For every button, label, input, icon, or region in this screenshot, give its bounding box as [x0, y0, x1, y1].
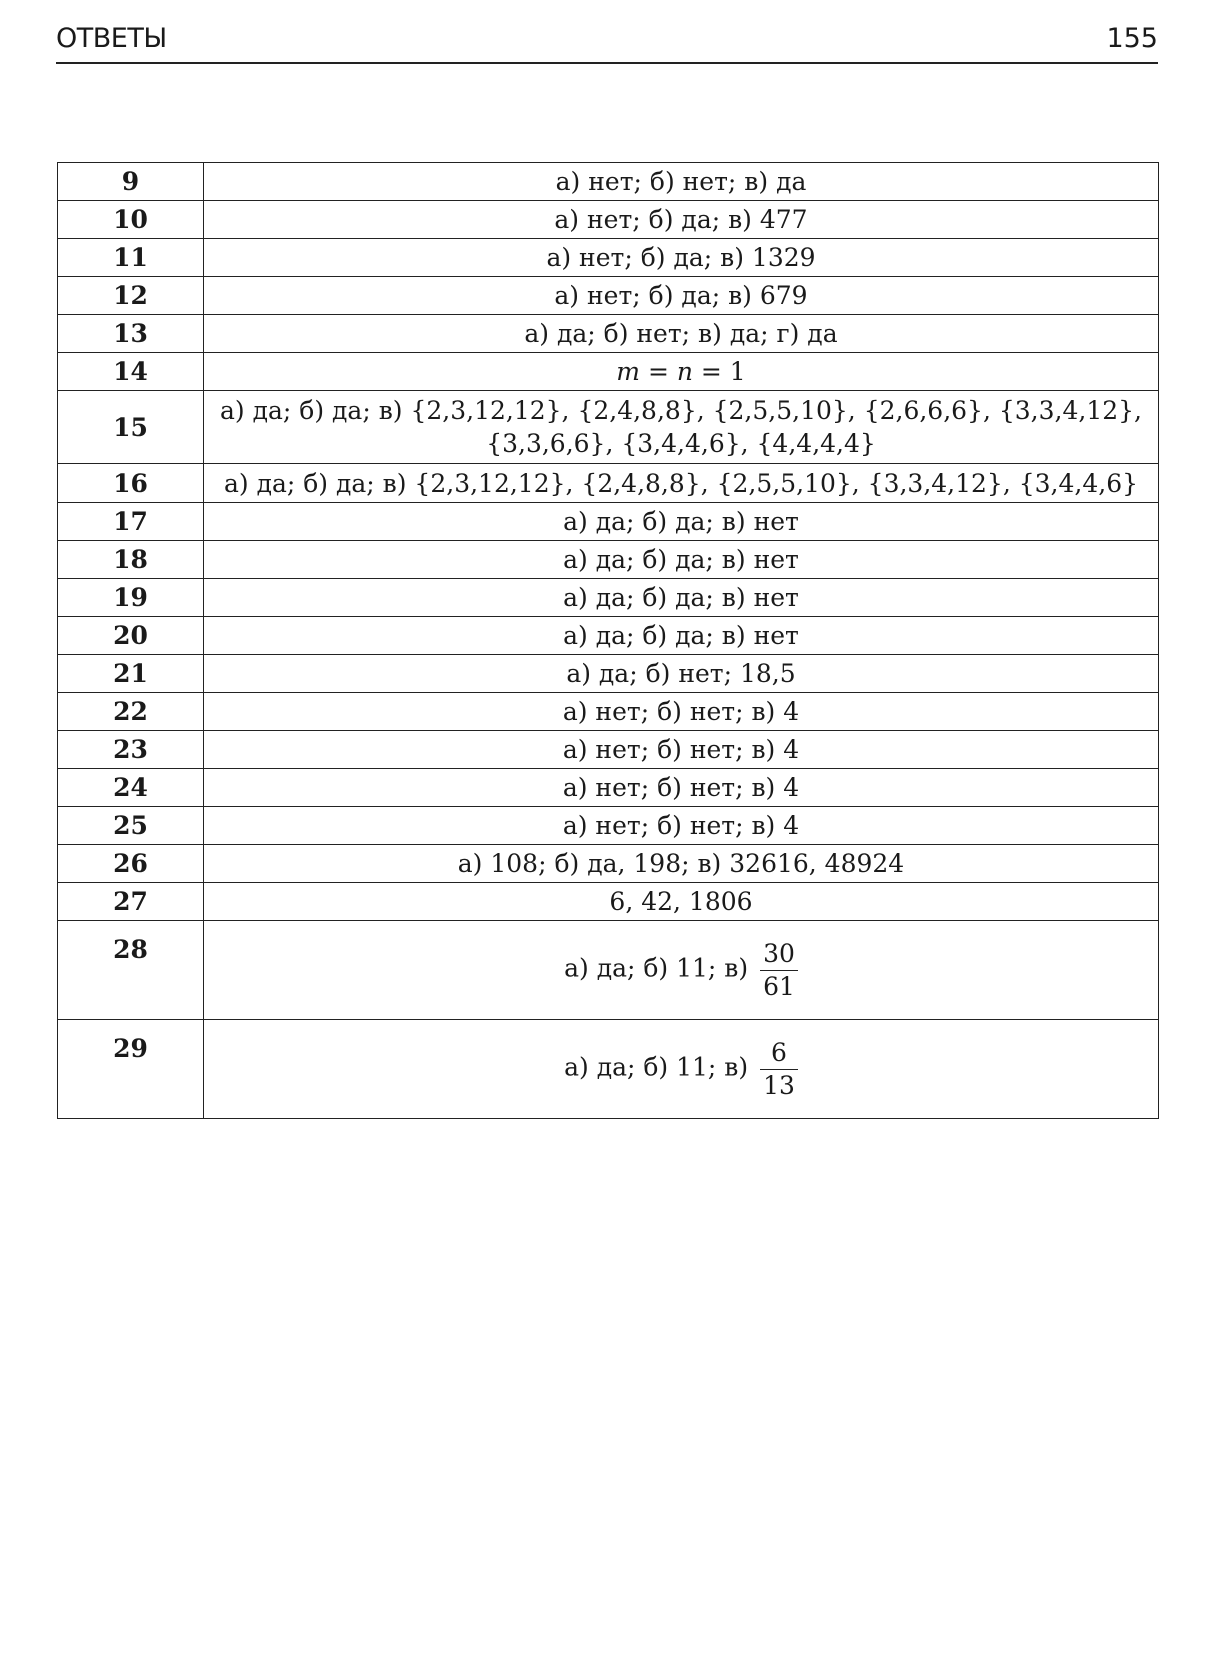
answer-prefix: а) да; б) 11; в) [564, 953, 749, 983]
fraction-numerator: 6 [760, 1039, 798, 1070]
problem-number: 28 [58, 921, 204, 1020]
problem-answer: а) нет; б) нет; в) 4 [204, 807, 1159, 845]
problem-answer: а) да; б) нет; в) да; г) да [204, 315, 1159, 353]
problem-number: 23 [58, 731, 204, 769]
fraction [760, 1039, 798, 1099]
table-row [58, 315, 1159, 353]
problem-number: 22 [58, 693, 204, 731]
table-row [58, 579, 1159, 617]
answer-line: {3,3,6,6}, {3,4,4,6}, {4,4,4,4} [486, 429, 876, 458]
problem-number: 15 [58, 391, 204, 464]
table-row [58, 277, 1159, 315]
table-row [58, 541, 1159, 579]
math-operator: = 1 [692, 357, 746, 386]
problem-answer: а) нет; б) да; в) 477 [204, 201, 1159, 239]
problem-number: 26 [58, 845, 204, 883]
fraction-denominator: 61 [763, 971, 795, 1001]
table-row [58, 464, 1159, 503]
table-row [58, 731, 1159, 769]
problem-number: 25 [58, 807, 204, 845]
problem-number: 10 [58, 201, 204, 239]
table-row [58, 239, 1159, 277]
fraction [760, 940, 798, 1000]
problem-answer: а) нет; б) да; в) 1329 [204, 239, 1159, 277]
problem-number: 17 [58, 503, 204, 541]
problem-answer: а) да; б) да; в) нет [204, 503, 1159, 541]
problem-answer: а) нет; б) да; в) 679 [204, 277, 1159, 315]
table-row [58, 769, 1159, 807]
problem-number: 9 [58, 163, 204, 201]
table-row [58, 807, 1159, 845]
answers-table [57, 162, 1159, 1119]
answer-prefix: а) да; б) 11; в) [564, 1052, 749, 1082]
table-row [58, 353, 1159, 391]
table-row [58, 617, 1159, 655]
page-number: 155 [1106, 23, 1158, 54]
problem-answer: а) 108; б) да, 198; в) 32616, 48924 [204, 845, 1159, 883]
table-row [58, 845, 1159, 883]
table-row [58, 921, 1159, 1020]
problem-answer [204, 353, 1159, 391]
answer-line: а) да; б) да; в) {2,3,12,12}, {2,4,8,8}, {2,5,5,10}, {2,6,6,6}, {3,3,4,12}, [220, 396, 1142, 425]
problem-number: 12 [58, 277, 204, 315]
page-header [56, 20, 1158, 64]
problem-answer: а) нет; б) нет; в) 4 [204, 731, 1159, 769]
problem-number: 20 [58, 617, 204, 655]
problem-number: 14 [58, 353, 204, 391]
problem-answer: а) да; б) да; в) нет [204, 617, 1159, 655]
math-operator: = [640, 357, 677, 386]
fraction-numerator: 30 [760, 940, 798, 971]
problem-number: 24 [58, 769, 204, 807]
table-row [58, 163, 1159, 201]
problem-number: 21 [58, 655, 204, 693]
problem-answer [204, 1020, 1159, 1119]
problem-answer: а) да; б) нет; 18,5 [204, 655, 1159, 693]
math-variable: m [616, 357, 640, 386]
problem-answer: а) да; б) да; в) {2,3,12,12}, {2,4,8,8}, {2,5,5,10}, {3,3,4,12}, {3,4,4,6} [204, 464, 1159, 503]
page-title: ОТВЕТЫ [56, 23, 167, 54]
table-row [58, 1020, 1159, 1119]
table-row [58, 693, 1159, 731]
table-row [58, 201, 1159, 239]
problem-answer [204, 921, 1159, 1020]
table-row [58, 883, 1159, 921]
problem-number: 13 [58, 315, 204, 353]
problem-number: 19 [58, 579, 204, 617]
table-row [58, 391, 1159, 464]
problem-number: 18 [58, 541, 204, 579]
problem-number: 27 [58, 883, 204, 921]
problem-number: 16 [58, 464, 204, 503]
problem-answer: 6, 42, 1806 [204, 883, 1159, 921]
fraction-denominator: 13 [763, 1070, 795, 1100]
table-row [58, 655, 1159, 693]
problem-answer: а) нет; б) нет; в) да [204, 163, 1159, 201]
problem-answer: а) да; б) да; в) нет [204, 541, 1159, 579]
problem-answer [204, 391, 1159, 464]
problem-answer: а) да; б) да; в) нет [204, 579, 1159, 617]
problem-number: 11 [58, 239, 204, 277]
table-row [58, 503, 1159, 541]
problem-number: 29 [58, 1020, 204, 1119]
math-variable: n [676, 357, 693, 386]
problem-answer: а) нет; б) нет; в) 4 [204, 693, 1159, 731]
problem-answer: а) нет; б) нет; в) 4 [204, 769, 1159, 807]
